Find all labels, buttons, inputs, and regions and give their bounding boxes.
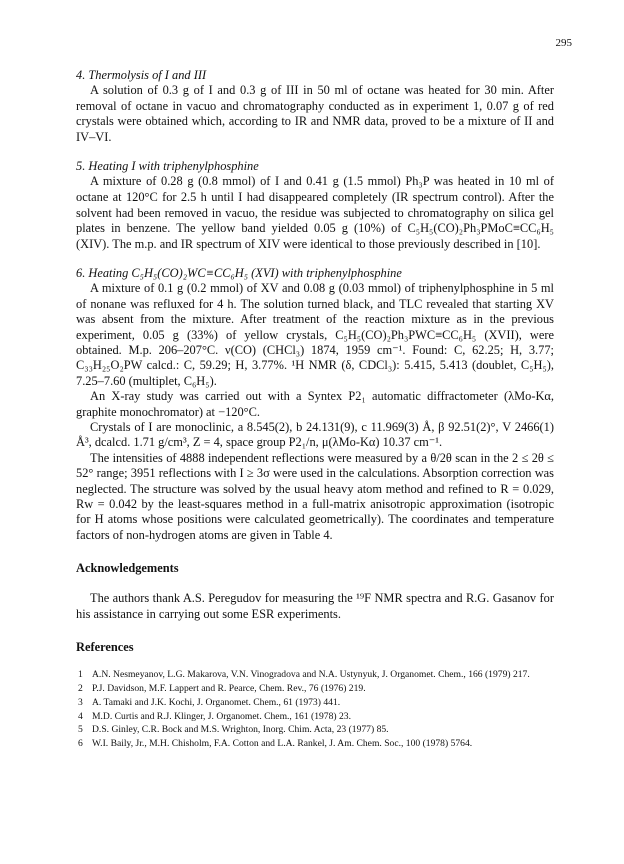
reference-number: 4 bbox=[78, 710, 83, 722]
reference-number: 1 bbox=[78, 669, 83, 681]
reference-text: D.S. Ginley, C.R. Bock and M.S. Wrighton, Inorg. Chim. Acta, 23 (1977) 85. bbox=[92, 724, 389, 736]
page-number: 295 bbox=[555, 37, 572, 49]
reference-item bbox=[76, 697, 554, 709]
section-title: 5. Heating I with triphenylphosphine bbox=[76, 159, 259, 174]
reference-item bbox=[76, 724, 554, 736]
reference-text: W.I. Baily, Jr., M.H. Chisholm, F.A. Cotton and L.A. Rankel, J. Am. Chem. Soc., 100 (1978) 5764. bbox=[92, 738, 473, 750]
paragraph: A mixture of 0.28 g (0.8 mmol) of I and 0.41 g (1.5 mmol) Ph₃P was heated in 10 ml of octane at 120°C for 2.5 h until I had disappeared completely (IR spectrum control). After the solvent had been removed in vacuo, the residue was subjected to chromatography on silica gel plates in benzene. The yellow band yielded 0.05 g (10%) of C₅H₅(CO)₂Ph₃PMoC≡CC₆H₅ (XIV). The m.p. and IR spectrum of XIV were identical to those previously described in [10]. bbox=[76, 174, 554, 251]
reference-text: M.D. Curtis and R.J. Klinger, J. Organomet. Chem., 161 (1978) 23. bbox=[92, 710, 351, 722]
reference-list bbox=[76, 669, 554, 750]
reference-text: P.J. Davidson, M.F. Lappert and R. Pearce, Chem. Rev., 76 (1976) 219. bbox=[92, 683, 366, 695]
reference-item bbox=[76, 683, 554, 695]
reference-number: 5 bbox=[78, 724, 83, 736]
section-heating-i bbox=[76, 159, 554, 252]
reference-number: 3 bbox=[78, 696, 83, 708]
reference-number: 2 bbox=[78, 683, 83, 695]
paragraph: A mixture of 0.1 g (0.2 mmol) of XV and 0.08 g (0.03 mmol) of triphenylphosphine in 5 ml of nonane was refluxed for 4 h. The solution turned black, and TLC revealed that starting XV was absent from the mixture. After treatment of the reaction mixture as in the previous experiment, 0.05 g (33%) of yellow crystals, C₅H₅(CO)₂Ph₃PWC≡CC₆H₅ (XVII), were obtained. M.p. 206–207°C. ν(CO) (CHCl₃) 1874, 1959 cm⁻¹. Found: C, 62.25; H, 3.77; C₃₃H₂₅O₂PW calcd.: C, 59.29; H, 3.77%. ¹H NMR (δ, CDCl₃): 5.415, 5.413 (doublet, C₅H₅), 7.25–7.60 (multiplet, C₆H₅). bbox=[76, 281, 554, 388]
section-title: 6. Heating C₅H₅(CO)₂WC≡CC₆H₅ (XVI) with triphenylphosphine bbox=[76, 266, 402, 281]
section-title: 4. Thermolysis of I and III bbox=[76, 68, 207, 82]
paragraph: Crystals of I are monoclinic, a 8.545(2), b 24.131(9), c 11.969(3) Å, β 92.51(2)°, V 2466(1) Å³, dcalcd. 1.71 g/cm³, Z = 4, space group P2₁/n, μ(λMo-Kα) 10.37 cm⁻¹. bbox=[76, 420, 554, 450]
section-heating-xvi bbox=[76, 266, 554, 543]
reference-item bbox=[76, 669, 554, 681]
section-thermolysis bbox=[76, 68, 554, 145]
reference-text: A.N. Nesmeyanov, L.G. Makarova, V.N. Vinogradova and N.A. Ustynyuk, J. Organomet. Chem., 166 (1979) 217. bbox=[92, 669, 530, 681]
paragraph: The intensities of 4888 independent reflections were measured by a θ/2θ scan in the 2 ≤ 2θ ≤ 52° range; 3951 reflections with I ≥ 3σ were used in the calculations. Absorption correction was neglected. The structure was solved by the usual heavy atom method and refined to R = 0.029, Rw = 0.042 by the least-squares method in a full-matrix anisotropic approximation (isotropic for H atoms whose positions were calculated geometrically). The coordinates and temperature factors of non-hydrogen atoms are given in Table 4. bbox=[76, 450, 554, 542]
paragraph: A solution of 0.3 g of I and 0.3 g of III in 50 ml of octane was heated for 30 min. After removal of octane in vacuo and chromatography conducted as in experiment 1, 0.07 g of red crystals were obtained which, according to IR and NMR data, proved to be a mixture of II and IV–VI. bbox=[76, 83, 554, 144]
references-heading: References bbox=[76, 640, 134, 655]
reference-item bbox=[76, 738, 554, 750]
reference-item bbox=[76, 711, 554, 723]
acknowledgements-heading: Acknowledgements bbox=[76, 561, 179, 576]
paragraph: An X-ray study was carried out with a Syntex P2₁ automatic diffractometer (λMo-Kα, graphite monochromator) at −120°C. bbox=[76, 389, 554, 419]
acknowledgements-text: The authors thank A.S. Peregudov for measuring the ¹⁹F NMR spectra and R.G. Gasanov for his assistance in carrying out some ESR experiments. bbox=[76, 591, 554, 622]
page-body bbox=[76, 68, 554, 752]
reference-number: 6 bbox=[78, 738, 83, 750]
reference-text: A. Tamaki and J.K. Kochi, J. Organomet. Chem., 61 (1973) 441. bbox=[92, 696, 341, 708]
